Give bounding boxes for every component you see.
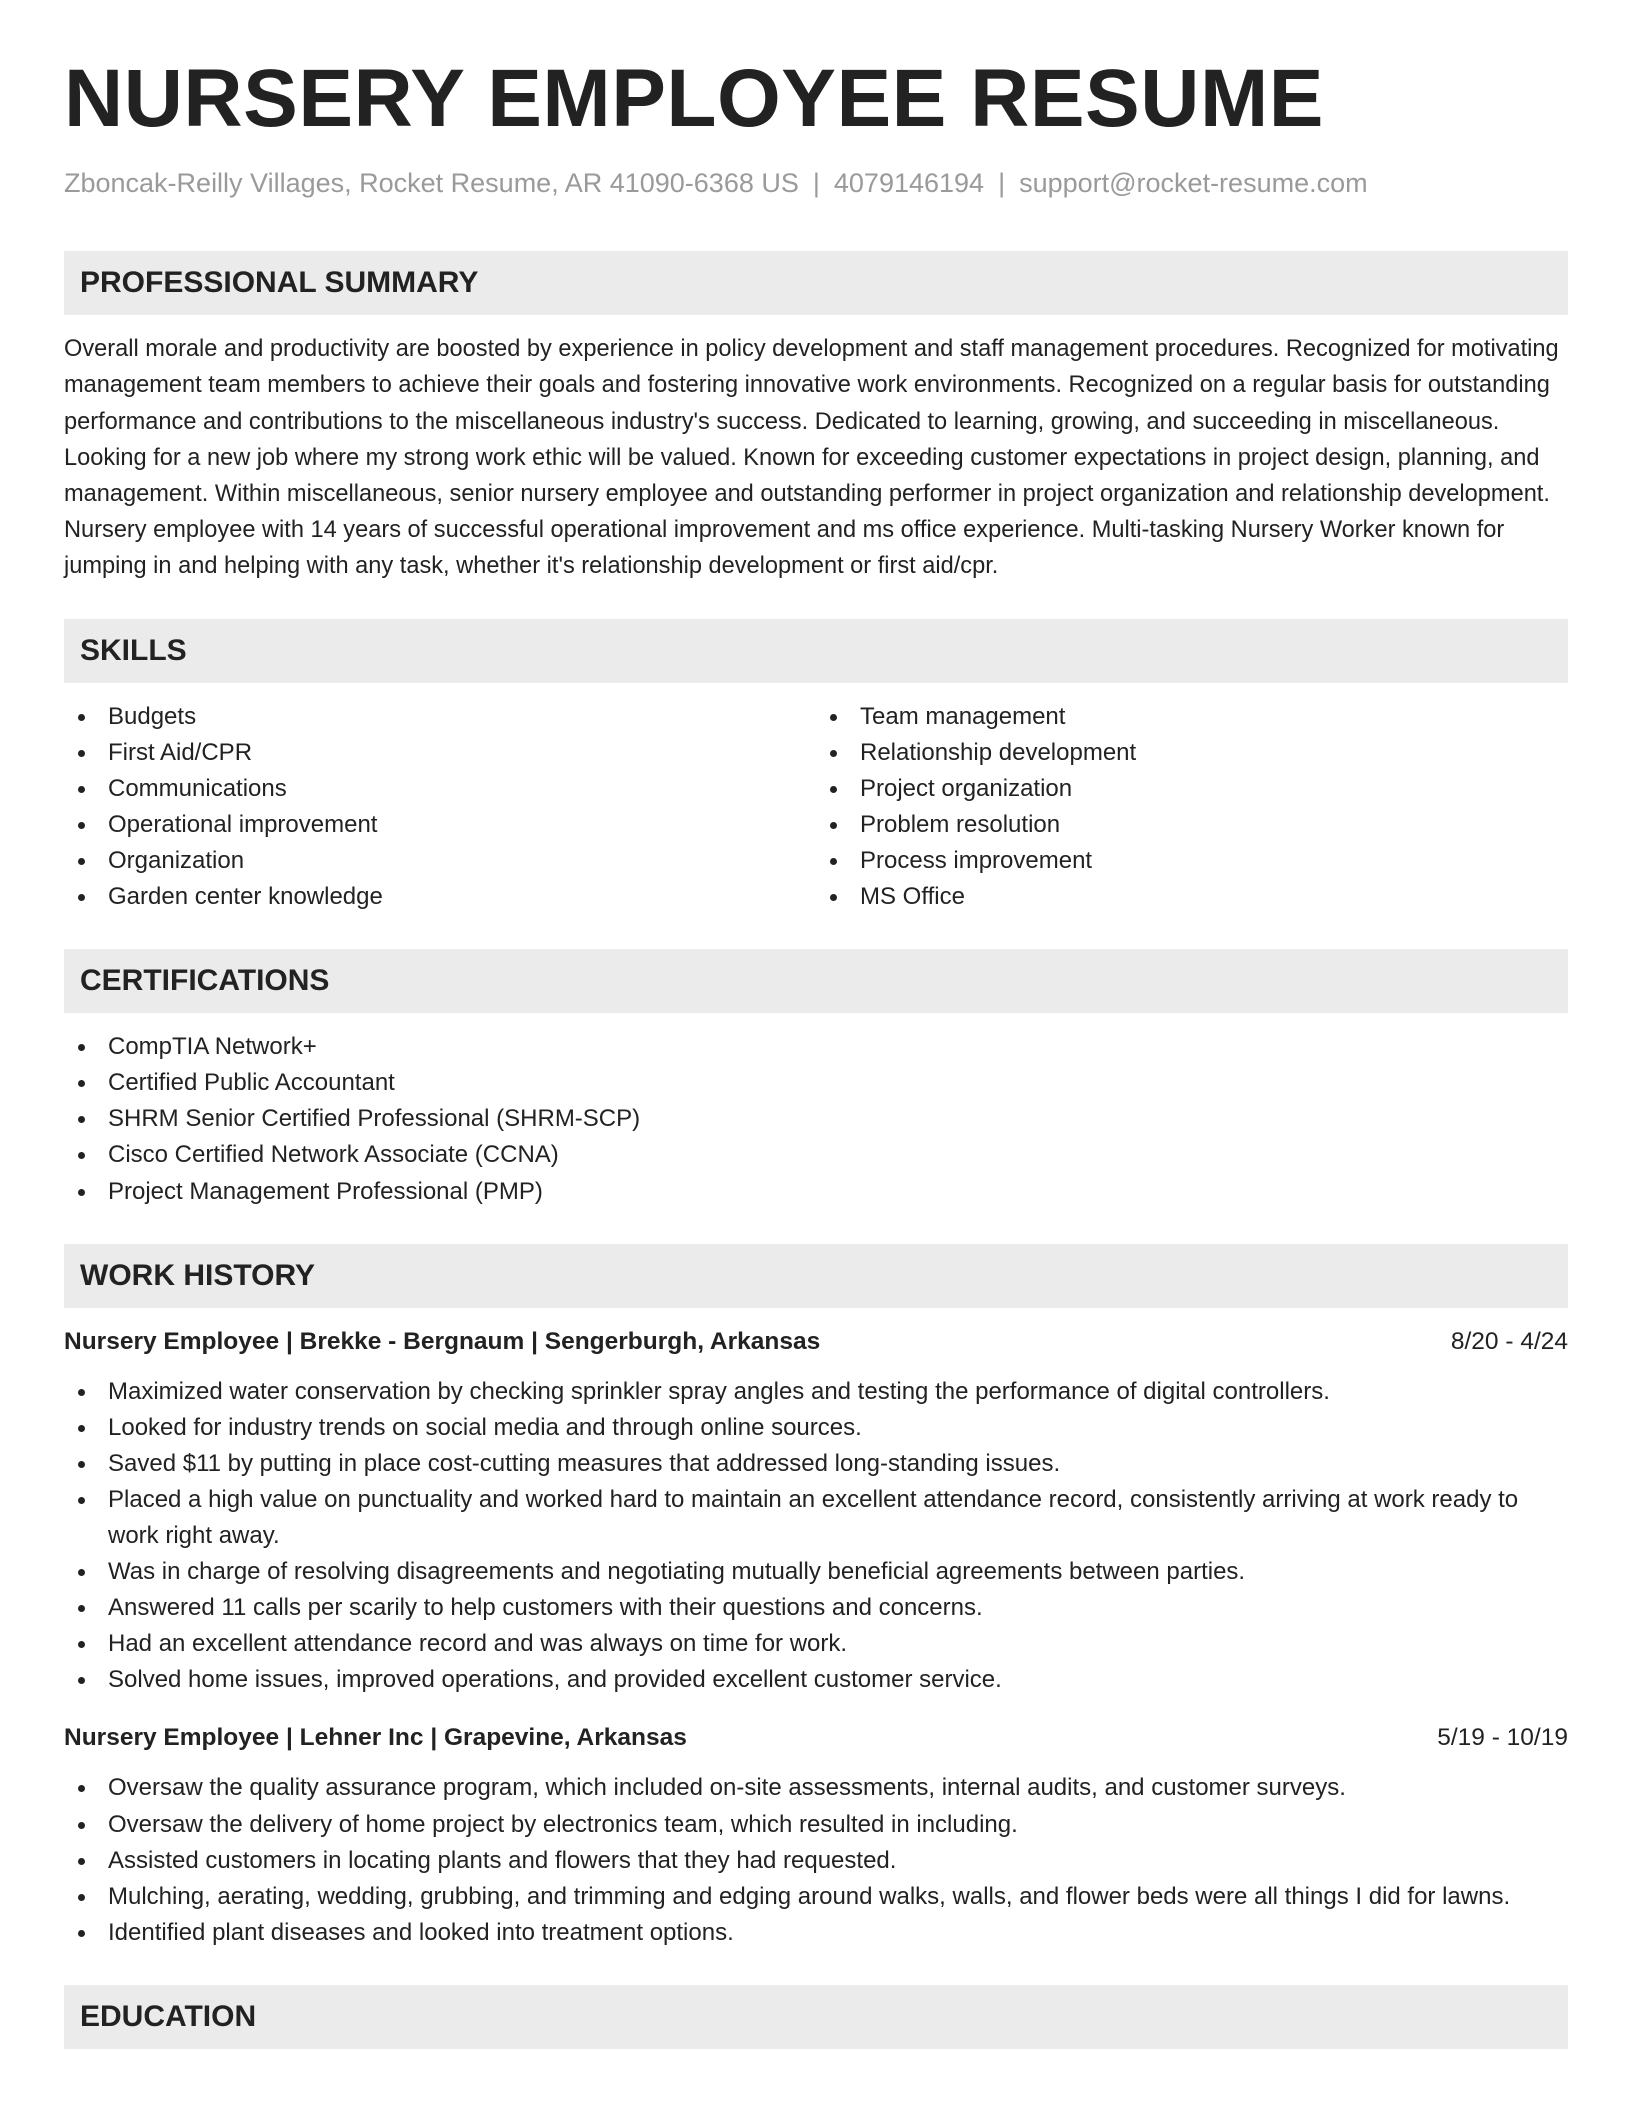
section-heading-summary: PROFESSIONAL SUMMARY [64, 251, 1568, 315]
job-bullet: Solved home issues, improved operations, and provided excellent customer service. [64, 1662, 1568, 1698]
job-bullet: Had an excellent attendance record and was always on time for work. [64, 1626, 1568, 1662]
job-bullet: Assisted customers in locating plants and flowers that they had requested. [64, 1843, 1568, 1879]
job-bullet: Oversaw the delivery of home project by electronics team, which resulted in including. [64, 1807, 1568, 1843]
contact-phone: 4079146194 [833, 168, 985, 199]
contact-email: support@rocket-resume.com [1019, 168, 1368, 199]
job-header [64, 1328, 1568, 1356]
summary-text: Overall morale and productivity are boosted by experience in policy development and staff management procedures. Recognized for motivating management team members to achieve their goals and fostering innovative work environments. Recognized on a regular basis for outstanding performance and contributions to the miscellaneous industry's success. Dedicated to learning, growing, and succeeding in miscellaneous. Looking for a new job where my strong work ethic will be valued. Known for exceeding customer expectations in project design, planning, and management. Within miscellaneous, senior nursery employee and outstanding performer in project organization and relationship development. Nursery employee with 14 years of successful operational improvement and ms office experience. Multi-tasking Nursery Worker known for jumping in and helping with any task, whether it's relationship development or first aid/cpr. [64, 336, 1559, 580]
skill-item: First Aid/CPR [64, 735, 816, 771]
certification-item: Cisco Certified Network Associate (CCNA) [64, 1137, 1568, 1173]
skill-item: Operational improvement [64, 807, 816, 843]
job-bullet: Was in charge of resolving disagreements and negotiating mutually beneficial agreements between parties. [64, 1554, 1568, 1590]
job-bullet: Mulching, aerating, wedding, grubbing, and trimming and edging around walks, walls, and flower beds were all things I did for lawns. [64, 1879, 1568, 1915]
job-dates: 8/20 - 4/24 [1450, 1327, 1568, 1355]
job-bullet: Answered 11 calls per scarily to help customers with their questions and concerns. [64, 1590, 1568, 1626]
certification-item: CompTIA Network+ [64, 1029, 1568, 1065]
skills-list-right [816, 699, 1568, 916]
job-title: Nursery Employee | Brekke - Bergnaum | Sengerburgh, Arkansas [64, 1327, 821, 1355]
skill-item: Organization [64, 843, 816, 879]
skill-item: Relationship development [816, 735, 1568, 771]
section-heading-skills: SKILLS [64, 619, 1568, 683]
skill-item: Budgets [64, 699, 816, 735]
certification-item: Certified Public Accountant [64, 1065, 1568, 1101]
job-entry [64, 1724, 1568, 1950]
skill-item: Project organization [816, 771, 1568, 807]
certifications-list [64, 1029, 1568, 1209]
job-bullet: Looked for industry trends on social media and through online sources. [64, 1410, 1568, 1446]
job-title: Nursery Employee | Lehner Inc | Grapevine, Arkansas [64, 1724, 687, 1752]
skills-list-left [64, 699, 816, 916]
section-heading-work-history: WORK HISTORY [64, 1244, 1568, 1308]
job-bullet: Saved $11 by putting in place cost-cutting measures that addressed long-standing issues. [64, 1446, 1568, 1482]
skill-item: Process improvement [816, 843, 1568, 879]
section-heading-education: EDUCATION [64, 1985, 1568, 2049]
skill-item: Garden center knowledge [64, 879, 816, 915]
section-heading-certifications: CERTIFICATIONS [64, 949, 1568, 1013]
job-header [64, 1724, 1568, 1752]
contact-line [64, 168, 1568, 199]
skill-item: Problem resolution [816, 807, 1568, 843]
job-bullet: Identified plant diseases and looked into treatment options. [64, 1915, 1568, 1951]
job-bullet: Placed a high value on punctuality and worked hard to maintain an excellent attendance record, consistently arriving at work ready to work right away. [64, 1482, 1568, 1554]
contact-separator: | [812, 168, 820, 199]
job-bullet: Oversaw the quality assurance program, which included on-site assessments, internal audits, and customer surveys. [64, 1770, 1568, 1806]
job-bullet: Maximized water conservation by checking sprinkler spray angles and testing the performance of digital controllers. [64, 1374, 1568, 1410]
skill-item: MS Office [816, 879, 1568, 915]
contact-address: Zboncak-Reilly Villages, Rocket Resume, AR 41090-6368 US [64, 168, 799, 199]
job-bullet-list [64, 1374, 1568, 1699]
contact-separator: | [998, 168, 1006, 199]
job-bullet-list [64, 1770, 1568, 1950]
job-dates: 5/19 - 10/19 [1437, 1724, 1568, 1752]
resume-title: NURSERY EMPLOYEE RESUME [64, 53, 1324, 144]
skills-column-right [816, 699, 1568, 916]
skill-item: Communications [64, 771, 816, 807]
certification-item: Project Management Professional (PMP) [64, 1174, 1568, 1210]
certification-item: SHRM Senior Certified Professional (SHRM-SCP) [64, 1101, 1568, 1137]
job-entry [64, 1328, 1568, 1699]
skills-grid [64, 699, 1568, 916]
skills-column-left [64, 699, 816, 916]
skill-item: Team management [816, 699, 1568, 735]
